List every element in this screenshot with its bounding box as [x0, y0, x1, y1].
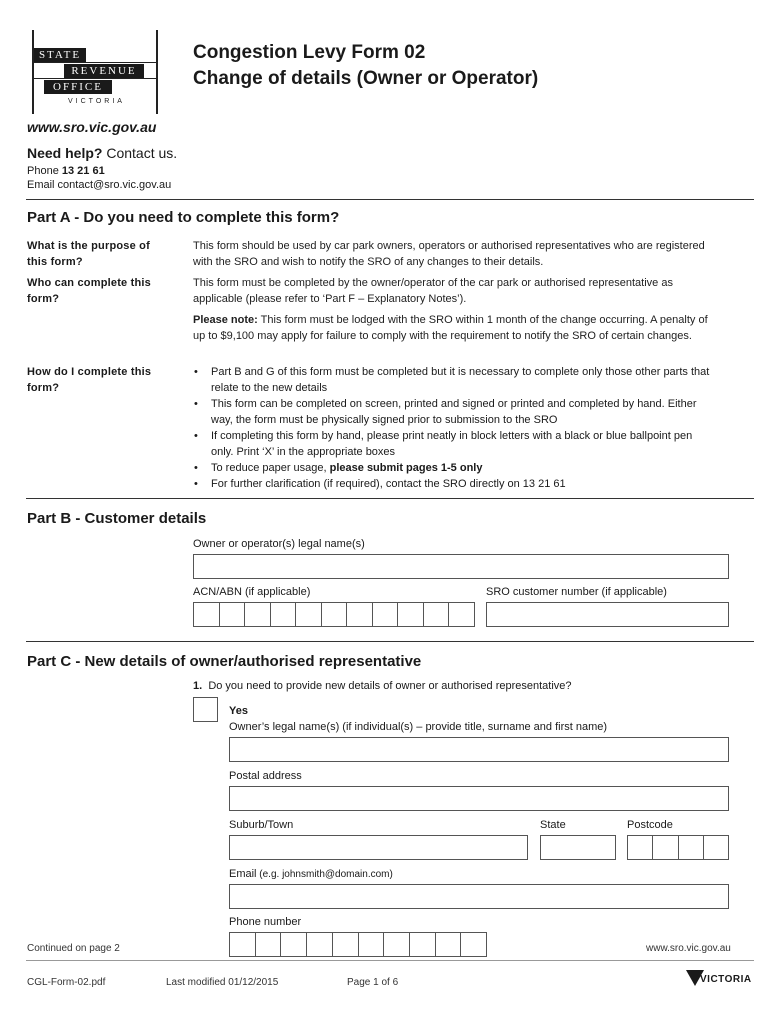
- state-label: State: [540, 819, 566, 831]
- suburb-label: Suburb/Town: [229, 819, 294, 831]
- postal-address-label: Postal address: [229, 770, 302, 782]
- help-email: Email contact@sro.vic.gov.au: [27, 179, 172, 191]
- logo-state: STATE: [34, 48, 86, 62]
- acn-abn-label: ACN/ABN (if applicable): [193, 586, 311, 598]
- postcode-label: Postcode: [627, 819, 673, 831]
- phone-number-input[interactable]: [229, 932, 487, 957]
- owner-name-label: Owner’s legal name(s) (if individual(s) – provide title, surname and first name): [229, 721, 608, 733]
- website-link[interactable]: www.sro.vic.gov.au: [27, 119, 157, 135]
- help-heading: [27, 145, 177, 161]
- continued-note: Continued on page 2: [27, 943, 120, 954]
- part-c-title: Part C - New details of owner/authorised representative: [27, 653, 422, 670]
- legal-name-input[interactable]: [193, 554, 729, 579]
- purpose-label: What is the purpose of this form?: [27, 240, 150, 268]
- help-heading-rest: Contact us.: [102, 145, 178, 161]
- purpose-text: This form should be used by car park owners, operators or authorised representatives who are registered with the SRO and wish to notify the SRO of any changes to their details.: [193, 240, 705, 268]
- help-phone: [27, 164, 177, 178]
- footer-modified: Last modified 01/12/2015: [166, 977, 279, 988]
- how-label: How do I complete this form?: [27, 366, 152, 394]
- footer-filename: CGL-Form-02.pdf: [27, 977, 106, 988]
- footer-divider: [26, 960, 754, 961]
- logo-office: OFFICE: [44, 80, 112, 94]
- question-text: Do you need to provide new details of owner or authorised representative?: [208, 680, 572, 692]
- part-a-title: Part A - Do you need to complete this form?: [27, 209, 340, 226]
- instruction-item: • Part B and G of this form must be completed but it is necessary to complete only those other parts that relate to the new details: [193, 364, 713, 396]
- email-input[interactable]: [229, 884, 729, 909]
- logo-revenue: REVENUE: [64, 64, 144, 78]
- customer-number-label: SRO customer number (if applicable): [486, 586, 667, 598]
- yes-label: Yes: [229, 705, 248, 717]
- legal-name-label: Owner or operator(s) legal name(s): [193, 538, 365, 550]
- logo-rule: [32, 62, 158, 63]
- logo-rule: [32, 30, 34, 114]
- owner-name-input[interactable]: [229, 737, 729, 762]
- victoria-wordmark: VICTORIA: [700, 974, 752, 985]
- section-divider: [26, 498, 754, 499]
- postal-address-input[interactable]: [229, 786, 729, 811]
- question-number: 1.: [193, 680, 203, 692]
- please-note: [193, 312, 713, 344]
- state-input[interactable]: [540, 835, 616, 860]
- question-1: [193, 679, 572, 693]
- logo-rule: [156, 30, 158, 114]
- logo-victoria: VICTORIA: [68, 98, 125, 105]
- footer-website: www.sro.vic.gov.au: [646, 943, 731, 954]
- postcode-input[interactable]: [627, 835, 729, 860]
- customer-number-input[interactable]: [486, 602, 729, 627]
- who-text: This form must be completed by the owner/operator of the car park or authorised representative as applicable (please refer to ‘Part F – Explanatory Notes’).: [193, 277, 673, 305]
- help-section: [27, 145, 177, 192]
- email-label: [229, 867, 393, 882]
- acn-abn-input[interactable]: [193, 602, 475, 627]
- part-b-title: Part B - Customer details: [27, 510, 207, 527]
- form-title-line2: Change of details (Owner or Operator): [193, 68, 539, 89]
- section-divider: [26, 641, 754, 642]
- footer-page: Page 1 of 6: [347, 977, 399, 988]
- phone-number: 13 21 61: [61, 165, 105, 177]
- note-bold: Please note:: [193, 314, 258, 326]
- instruction-item: [193, 460, 713, 476]
- email-example: (e.g. johnsmith@domain.com): [256, 869, 393, 880]
- instruction-plain: To reduce paper usage,: [211, 462, 330, 474]
- form-title-line1: Congestion Levy Form 02: [193, 42, 426, 63]
- instruction-bold: please submit pages 1-5 only: [329, 462, 483, 474]
- note-text: This form must be lodged with the SRO within 1 month of the change occurring. A penalty of up to $9,100 may apply for failure to comply with the requirement to notify the SRO of certain changes.: [193, 314, 708, 342]
- phone-label: Phone: [27, 165, 62, 177]
- yes-checkbox[interactable]: [193, 697, 218, 722]
- form-title: [193, 40, 538, 92]
- help-heading-bold: Need help?: [27, 145, 103, 161]
- instruction-item: • If completing this form by hand, please print neatly in block letters with a black or blue ballpoint pen only. Print ‘X’ in the appropriate boxes: [193, 428, 713, 460]
- email-label-text: Email: [229, 868, 257, 880]
- instructions-list: [193, 364, 713, 492]
- logo-rule: [32, 78, 158, 79]
- instruction-item: • This form can be completed on screen, printed and signed or printed and completed by hand. Either way, the form must be physically signed prior to submission to the SRO: [193, 396, 713, 428]
- instruction-item: • For further clarification (if required), contact the SRO directly on 13 21 61: [193, 476, 713, 492]
- who-label: Who can complete this form?: [27, 277, 151, 305]
- section-divider: [26, 199, 754, 200]
- phone-number-label: Phone number: [229, 916, 302, 928]
- suburb-input[interactable]: [229, 835, 528, 860]
